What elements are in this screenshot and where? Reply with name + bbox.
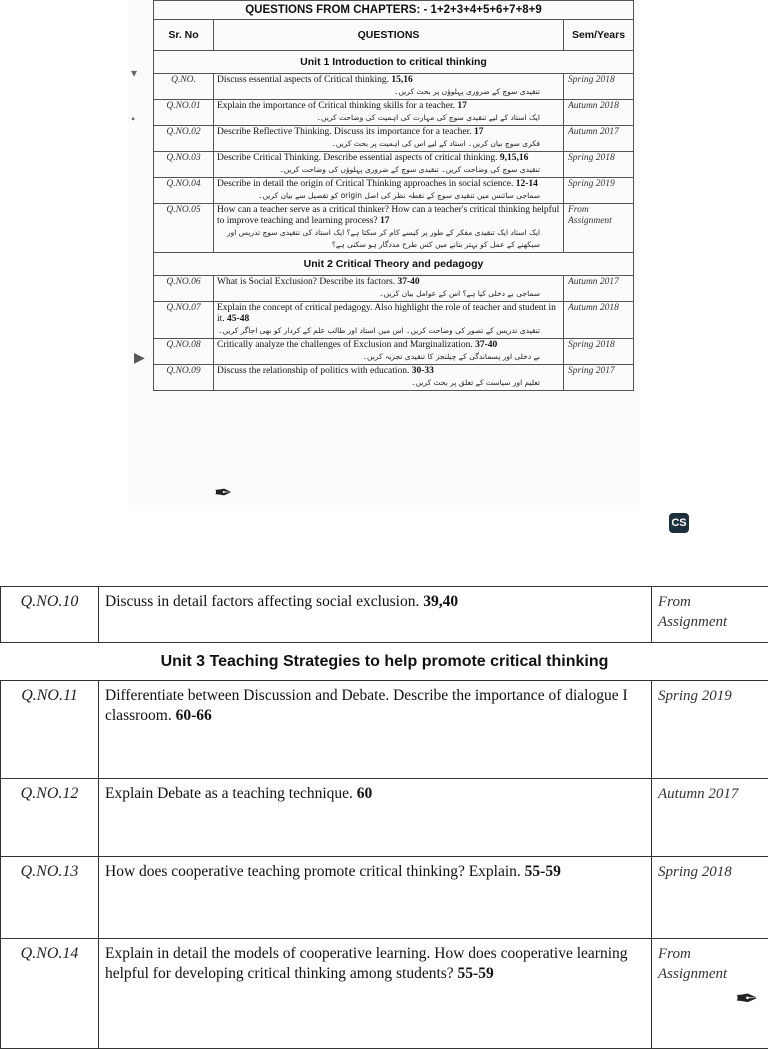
- table-row: [1, 939, 768, 1049]
- semester: From Assignment: [652, 587, 768, 643]
- questions-table-bottom: [0, 586, 768, 1049]
- question-number: Q.NO.08: [154, 339, 214, 365]
- question-number: Q.NO.02: [154, 126, 214, 152]
- header-questions: QUESTIONS: [214, 20, 564, 51]
- question-urdu: ایک استاد ایک تنقیدی مفکر کے طور پر کیسے کام کر سکتا ہے؟ ایک استاد کی تنقیدی سوچ تدریس اور سیکھنے کے عمل کو بہتر بنانے میں کس طرح مددگار ہو سکتی ہے؟: [217, 227, 560, 251]
- question-urdu: ایک استاد کے لیے تنقیدی سوچ کی مہارت کی اہمیت کی وضاحت کریں۔: [217, 112, 560, 124]
- header-srno: Sr. No: [154, 20, 214, 51]
- question-number: Q.NO.06: [154, 276, 214, 302]
- table-row: [154, 126, 634, 152]
- semester: Spring 2018: [652, 857, 768, 939]
- question-number: Q.NO.05: [154, 204, 214, 253]
- table-title: QUESTIONS FROM CHAPTERS: - 1+2+3+4+5+6+7+8+9: [154, 1, 634, 20]
- semester: Autumn 2017: [564, 276, 634, 302]
- question-urdu: فکری سوچ بیان کریں۔ استاد کے لیے اس کی اہمیت پر بحث کریں۔: [217, 138, 560, 150]
- table-row: [1, 857, 768, 939]
- question-text: Explain Debate as a teaching technique. 60: [99, 779, 652, 857]
- semester: Spring 2018: [564, 74, 634, 100]
- question-text: What is Social Exclusion? Describe its factors. 37-40: [217, 277, 560, 288]
- question-number: Q.NO.03: [154, 152, 214, 178]
- semester: Spring 2019: [652, 681, 768, 779]
- table-row: [154, 152, 634, 178]
- question-text: Describe in detail the origin of Critical Thinking approaches in social science. 12-14: [217, 179, 560, 190]
- question-number: Q.NO.: [154, 74, 214, 100]
- question-number: Q.NO.09: [154, 365, 214, 391]
- question-number: Q.NO.10: [1, 587, 99, 643]
- camscanner-badge: CS: [669, 513, 689, 533]
- question-text: Describe Critical Thinking. Describe essential aspects of critical thinking. 9,15,16: [217, 153, 560, 164]
- question-urdu: تنقیدی سوچ کی وضاحت کریں۔ تنقیدی سوچ کے ضروری پہلوؤں کی وضاحت کریں۔: [217, 164, 560, 176]
- question-text: How can a teacher serve as a critical thinker? How can a teacher's critical thinking helpful to improve teaching and learning process? 17: [217, 205, 560, 227]
- semester: Autumn 2017: [564, 126, 634, 152]
- question-number: Q.NO.12: [1, 779, 99, 857]
- table-row: [154, 178, 634, 204]
- table-row: [1, 587, 768, 643]
- question-text: Describe Reflective Thinking. Discuss its importance for a teacher. 17: [217, 127, 560, 138]
- table-row: [154, 276, 634, 302]
- question-urdu: تنقیدی سوچ کے ضروری پہلوؤں پر بحث کریں۔: [217, 86, 560, 98]
- question-number: Q.NO.04: [154, 178, 214, 204]
- question-number: Q.NO.13: [1, 857, 99, 939]
- margin-mark: •: [131, 112, 135, 127]
- semester: From Assignment: [564, 204, 634, 253]
- unit-heading: Unit 1 Introduction to critical thinking: [154, 51, 634, 74]
- semester: Autumn 2018: [564, 302, 634, 339]
- question-text: Discuss in detail factors affecting social exclusion. 39,40: [99, 587, 652, 643]
- table-row: [154, 74, 634, 100]
- question-number: Q.NO.07: [154, 302, 214, 339]
- semester: Spring 2019: [564, 178, 634, 204]
- table-row: [154, 204, 634, 253]
- table-row: [154, 339, 634, 365]
- question-text: Discuss essential aspects of Critical thinking. 15,16: [217, 75, 560, 86]
- semester: Spring 2017: [564, 365, 634, 391]
- header-sem: Sem/Years: [564, 20, 634, 51]
- unit-heading: Unit 2 Critical Theory and pedagogy: [154, 253, 634, 276]
- questions-table-top: [153, 0, 634, 391]
- semester: From Assignment: [652, 939, 768, 1049]
- margin-mark: ▾: [131, 66, 137, 81]
- question-number: Q.NO.01: [154, 100, 214, 126]
- margin-arrow-icon: ▶: [134, 350, 145, 367]
- table-row: [1, 681, 768, 779]
- question-text: Explain the importance of Critical thinking skills for a teacher. 17: [217, 101, 560, 112]
- semester: Autumn 2018: [564, 100, 634, 126]
- question-text: Critically analyze the challenges of Exclusion and Marginalization. 37-40: [217, 340, 560, 351]
- question-number: Q.NO.11: [1, 681, 99, 779]
- question-urdu: تنقیدی تدریس کے تصور کی وضاحت کریں۔ اس میں استاد اور طالب علم کے کردار کو بھی اجاگر کریں۔: [217, 325, 560, 337]
- question-number: Q.NO.14: [1, 939, 99, 1049]
- semester: Autumn 2017: [652, 779, 768, 857]
- question-text: Explain in detail the models of cooperative learning. How does cooperative learning helpful for developing critical thinking among students? 55-59: [99, 939, 652, 1049]
- table-row: [154, 100, 634, 126]
- semester: Spring 2018: [564, 339, 634, 365]
- question-text: Explain the concept of critical pedagogy. Also highlight the role of teacher and student in it. 45-48: [217, 303, 560, 325]
- quill-icon: ✒: [214, 480, 232, 506]
- question-urdu: سماجی بے دخلی کیا ہے؟ اس کے عوامل بیان کریں۔: [217, 288, 560, 300]
- unit-heading: Unit 3 Teaching Strategies to help promote critical thinking: [1, 643, 768, 681]
- question-text: How does cooperative teaching promote critical thinking? Explain. 55-59: [99, 857, 652, 939]
- question-text: Differentiate between Discussion and Debate. Describe the importance of dialogue I classroom. 60-66: [99, 681, 652, 779]
- semester: Spring 2018: [564, 152, 634, 178]
- question-urdu: بے دخلی اور پسماندگی کے چیلنجز کا تنقیدی تجزیہ کریں۔: [217, 351, 560, 363]
- table-row: [1, 779, 768, 857]
- question-text: Discuss the relationship of politics with education. 30-33: [217, 366, 560, 377]
- quill-icon: ✒: [735, 982, 758, 1016]
- question-urdu: تعلیم اور سیاست کے تعلق پر بحث کریں۔: [217, 377, 560, 389]
- question-urdu: سماجی سائنس میں تنقیدی سوچ کے نقطہ نظر کی اصل origin کو تفصیل سے بیان کریں۔: [217, 190, 560, 202]
- table-row: [154, 365, 634, 391]
- table-row: [154, 302, 634, 339]
